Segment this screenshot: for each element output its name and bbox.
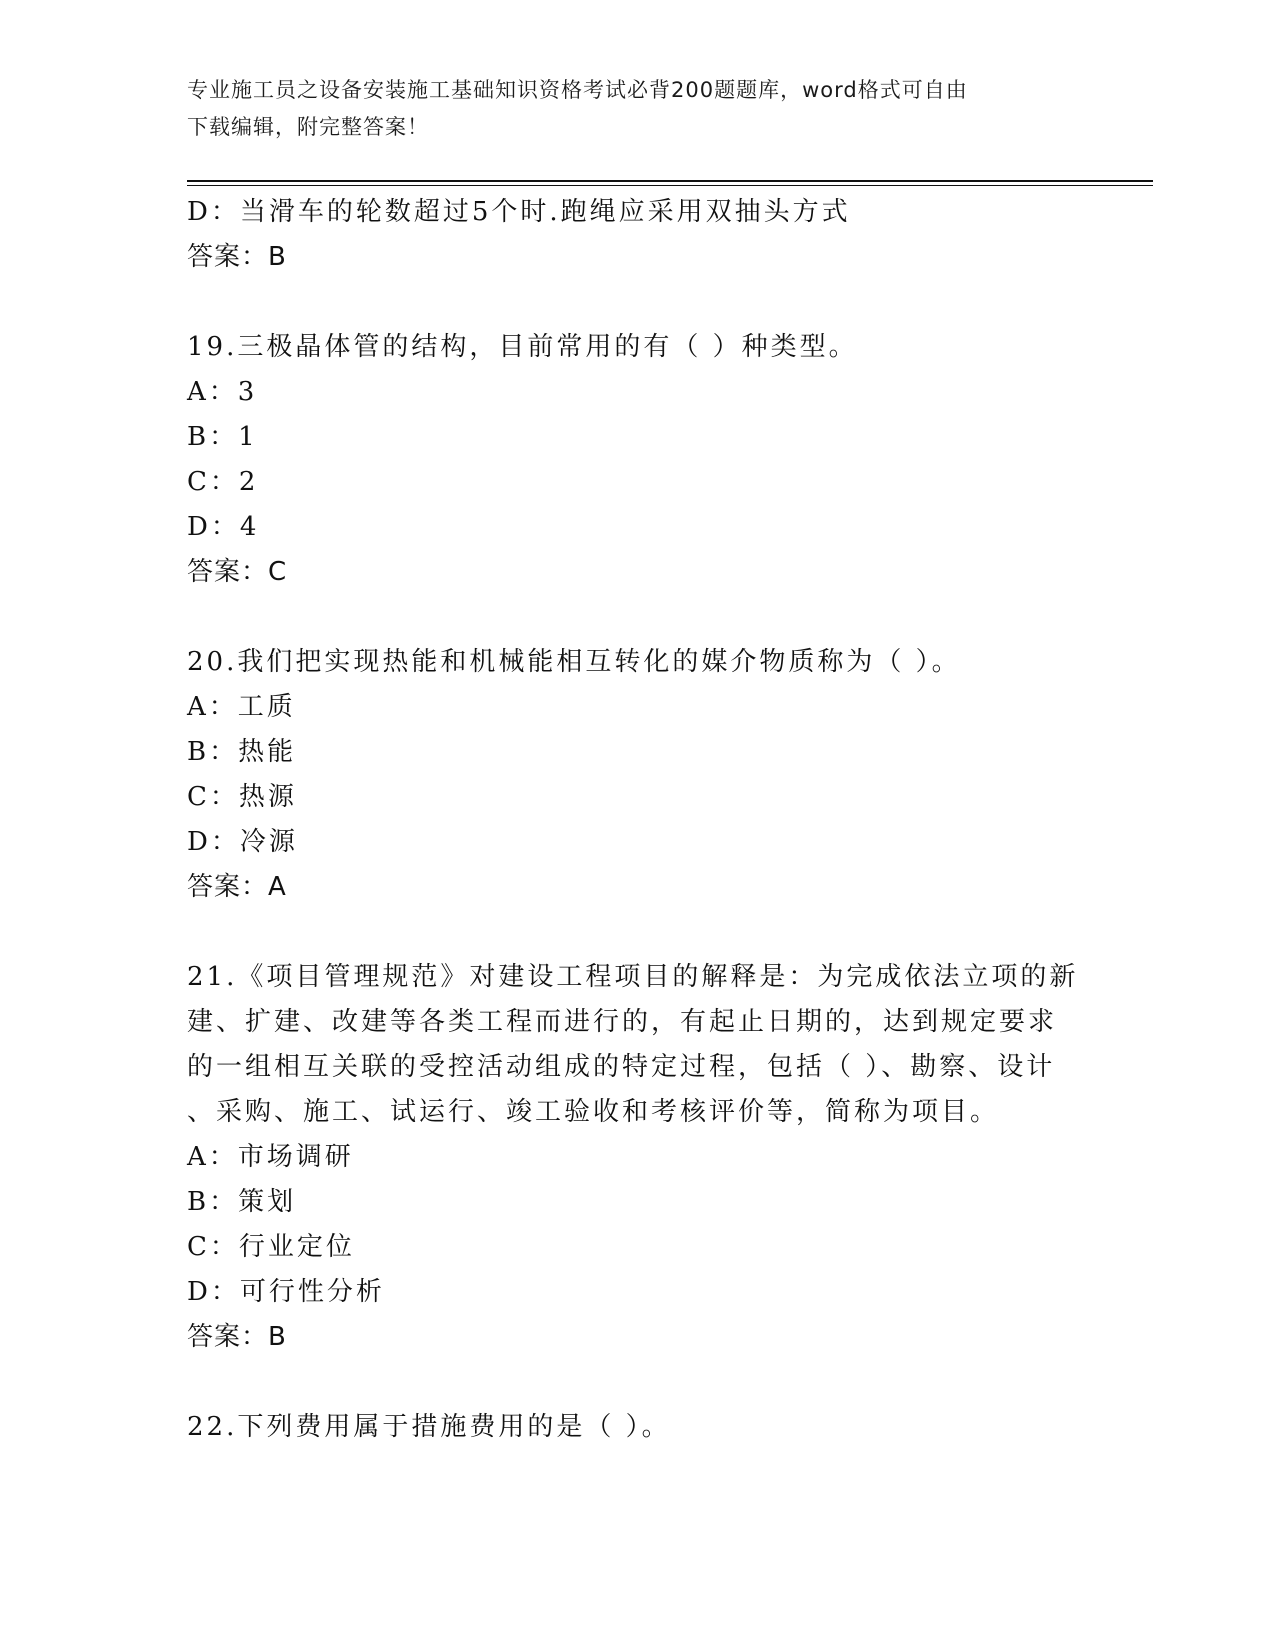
option-a: A：3 <box>187 377 258 407</box>
header-line-1: 专业施工员之设备安装施工基础知识资格考试必背200题题库，word格式可自由 <box>187 78 968 102</box>
answer-line: 答案：B <box>187 242 287 272</box>
spacer <box>187 1360 1087 1405</box>
spacer <box>187 910 1087 955</box>
option-d: D：冷源 <box>187 827 298 857</box>
option-a: A：市场调研 <box>187 1142 354 1172</box>
header-rule-thick <box>187 180 1153 182</box>
answer-line: 答案：A <box>187 872 287 902</box>
question-stem: 22.下列费用属于措施费用的是（ ）。 <box>187 1412 671 1442</box>
question-22 <box>187 1405 1087 1450</box>
question-20 <box>187 640 1087 910</box>
answer-line: 答案：C <box>187 557 288 587</box>
header-line-2: 下载编辑，附完整答案！ <box>187 115 429 139</box>
spacer <box>187 280 1087 325</box>
spacer <box>187 595 1087 640</box>
option-d: D：当滑车的轮数超过5个时.跑绳应采用双抽头方式 <box>187 197 851 227</box>
document-header <box>187 72 1077 146</box>
question-21 <box>187 955 1087 1360</box>
question-stem: 19.三极晶体管的结构，目前常用的有（ ）种类型。 <box>187 332 858 362</box>
option-c: C：热源 <box>187 782 297 812</box>
option-c: C：行业定位 <box>187 1232 355 1262</box>
question-stem-line-3: 的一组相互关联的受控活动组成的特定过程，包括（ ）、勘察、设计 <box>187 1052 1056 1082</box>
question-18-tail <box>187 190 1087 280</box>
answer-line: 答案：B <box>187 1322 287 1352</box>
question-stem-line-1: 21.《项目管理规范》对建设工程项目的解释是：为完成依法立项的新 <box>187 962 1079 992</box>
option-b: B：热能 <box>187 737 297 767</box>
option-b: B：策划 <box>187 1187 297 1217</box>
question-stem-line-2: 建、扩建、改建等各类工程而进行的，有起止日期的，达到规定要求 <box>187 1007 1058 1037</box>
option-a: A：工质 <box>187 692 296 722</box>
option-d: D：4 <box>187 512 260 542</box>
option-b: B：1 <box>187 422 258 452</box>
option-d: D：可行性分析 <box>187 1277 385 1307</box>
document-body <box>187 190 1087 1450</box>
header-rule-thin <box>187 185 1153 186</box>
question-stem-line-4: 、采购、施工、试运行、竣工验收和考核评价等，简称为项目。 <box>187 1097 1000 1127</box>
question-stem: 20.我们把实现热能和机械能相互转化的媒介物质称为（ ）。 <box>187 647 961 677</box>
question-19 <box>187 325 1087 595</box>
option-c: C：2 <box>187 467 259 497</box>
